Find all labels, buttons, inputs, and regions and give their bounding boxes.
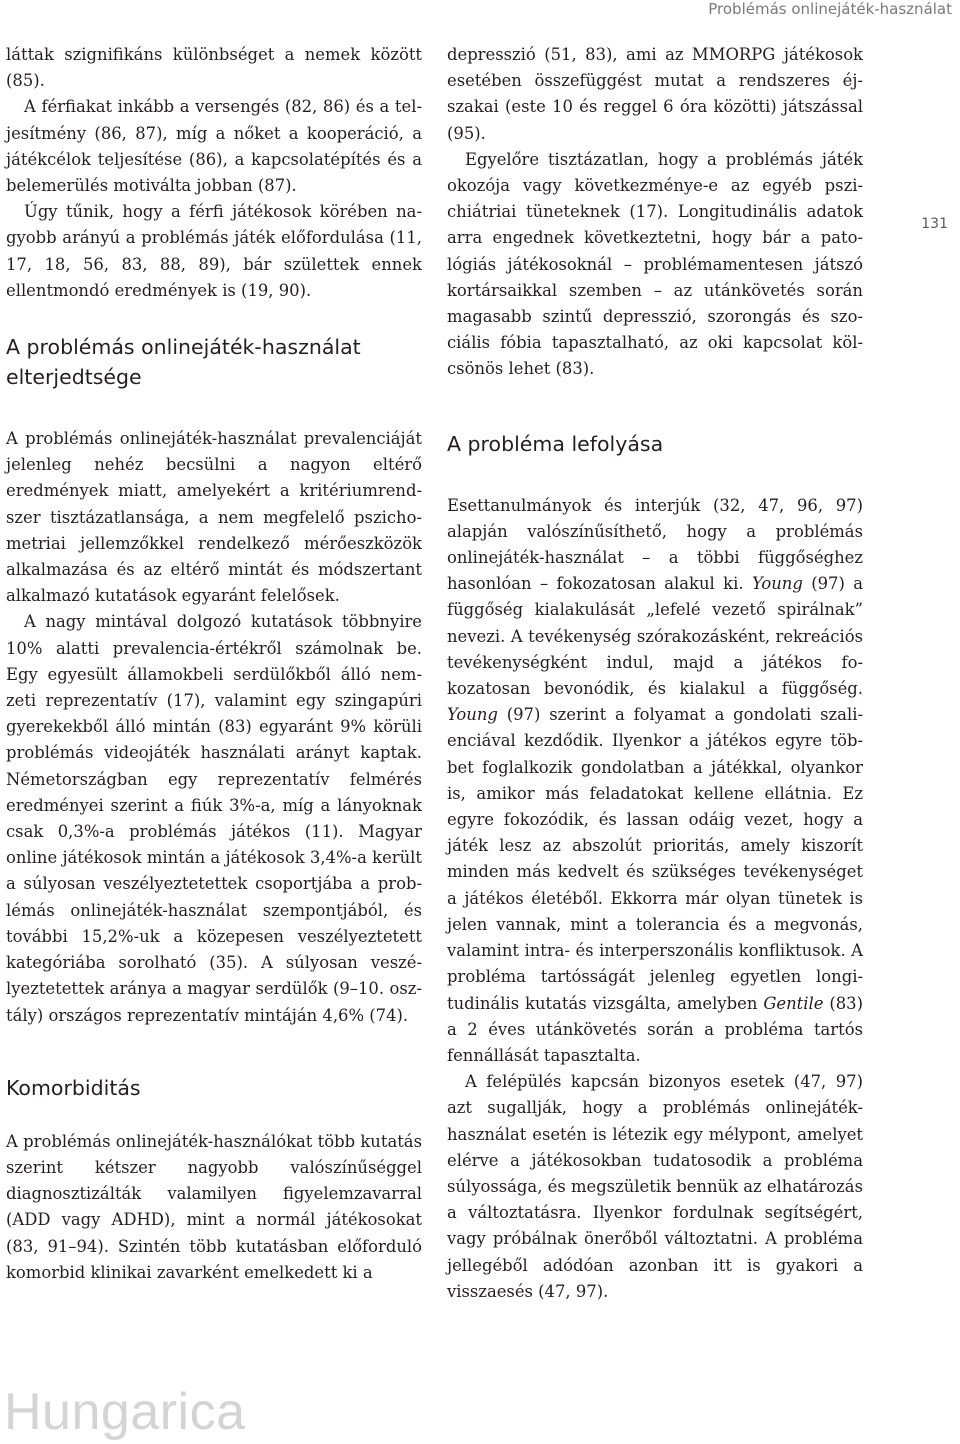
text-run: Esettanulmányok és interjúk (32, 47, 96, 97) alapján valószínűsíthető, hogy a problémás onlinejáték-használat – a többi függőséghez hasonlóan – fokozatosan alakul ki. — [447, 495, 863, 594]
paragraph — [447, 493, 863, 1069]
text-run: (83) a 2 éves utánkövetés során a probléma tartós fennállását tapasztalta. — [447, 993, 864, 1065]
author-name: Young — [447, 705, 498, 725]
left-column — [6, 42, 422, 1286]
section-heading-course: A probléma lefolyása — [447, 431, 664, 456]
paragraph: Úgy tűnik, hogy a férfi játékosok körében nagyobb arányú a problémás játék előfordulása (11, 17, 18, 56, 83, 88, 89), bár születtek ennek ellentmondó eredmények is (19, 90). — [6, 202, 422, 300]
paragraph: A nagy mintával dolgozó kutatások többnyire 10% alatti prevalencia-értékről számolnak be. Egy egyesült államokbeli serdülőkből álló nemzeti reprezentatív (17), valamint egy szingapúri gyerekekből álló mintán (83) egyaránt 9% körüli problémás videojáték használati arányt kaptak. Németországban egy reprezentatív felmérés eredményei szerint a fiúk 3%-a, míg a lányoknak csak 0,3%-a problémás játékos (11). Magyar online játékosok mintán a játékosok 3,4%-a került a súlyosan veszélyeztetettek csoportjába a problémás onlinejáték-használat szempontjából, és további 15,2%-uk a közepesen veszélyeztetett kategóriába sorolható (35). A súlyosan veszélyeztetettek aránya a magyar serdülők (9–10. osztály) országos reprezentatív mintáján 4,6% (74). — [6, 612, 422, 1025]
paragraph: láttak szignifikáns különbséget a nemek között (85). — [6, 45, 422, 91]
author-name: Young — [751, 574, 803, 594]
paragraph: A problémás onlinejáték-használat prevalenciáját jelenleg nehéz becsülni a nagyon eltérő eredmények miatt, amelyekért a kritériumrendszer tisztázatlansága, a nem megfelelő pszichometriai jellemzőkkel rendelkező mérőeszközök alkalmazása és az eltérő mintát és módszertant alkalmazó kutatások egyaránt felelősek. — [6, 429, 422, 606]
paragraph: A felépülés kapcsán bizonyos esetek (47, 97) azt sugallják, hogy a problémás onlinejáték-használat esetén is létezik egy mélypont, amelyet elérve a játékosokban tudatosodik a probléma súlyossága, és megszületik bennük az elhatározás a változtatásra. Ilyenkor fordulnak segítségért, vagy próbálnak önerőből változtatni. A probléma jellegéből adódóan azonban itt is gyakori a visszaesés (47, 97). — [447, 1072, 863, 1301]
paragraph: A problémás onlinejáték-használókat több kutatás szerint kétszer nagyobb valószínűséggel diagnosztizálták valamilyen figyelemzavarral (ADD vagy ADHD), mint a normál játékosokat (83, 91–94). Szintén több kutatásban előforduló komorbid klinikai zavarként emelkedett ki a — [6, 1131, 422, 1282]
section-heading-comorbidity: Komorbiditás — [6, 1075, 141, 1100]
text-run: (97) szerint a folyamat a gondolati szalienciával kezdődik. Ilyenkor a játékos egyre többet foglalkozik gondolatban a játékkal, olyankor is, amikor más feladatokat kellene ellátnia. Ez egyre fokozódik, és lassan odáig vezet, hogy a játék lesz az abszolút prioritás, amely kiszorít minden más kedvelt és szükséges tevékenységet a játékos életéből. Ekkorra már olyan tünetek is jelen vannak, mint a tolerancia és a megvonás, valamint intra- és interperszonális konfliktusok. A probléma tartósságát jelenleg egyetlen longitudinális kutatás vizsgálta, amelyben — [447, 705, 863, 1013]
right-column — [447, 42, 863, 1305]
section-heading-prevalence: A problémás onlinejáték-használat elterjedtsége — [6, 335, 361, 390]
author-name: Gentile — [763, 993, 824, 1013]
page-number: 131 — [921, 216, 948, 232]
hungarica-watermark: Hungarica — [4, 1383, 246, 1441]
text-run: (97) a függőség kialakulását „lefelé vezető spirálnak” nevezi. A tevékenység szórakozásként, rekreációs tevékenységként indul, majd a játékos fokozatosan bevonódik, és kialakul a függőség. — [447, 574, 863, 699]
paragraph: Egyelőre tisztázatlan, hogy a problémás játék okozója vagy következménye-e az egyéb pszichiátriai tüneteknek (17). Longitudinális adatok arra engednek következtetni, hogy bár a patológiás játékosoknál – problémamentesen játszó kortársaikkal szemben – az utánkövetés során magasabb szintű depresszió, szorongás és szociális fóbia tapasztalható, az oki kapcsolat kölcsönös lehet (83). — [447, 149, 863, 379]
paragraph: A férfiakat inkább a versengés (82, 86) és a teljesítmény (86, 87), míg a nőket a kooperáció, a játékcélok teljesítése (86), a kapcsolatépítés és a belemerülés motiválta jobban (87). — [6, 97, 422, 196]
paragraph: depresszió (51, 83), ami az MMORPG játékosok esetében összefüggést mutat a rendszeres éjszakai (este 10 és reggel 6 óra közötti) játszással (95). — [447, 45, 863, 143]
running-head: Problémás onlinejáték-használat — [708, 0, 952, 18]
